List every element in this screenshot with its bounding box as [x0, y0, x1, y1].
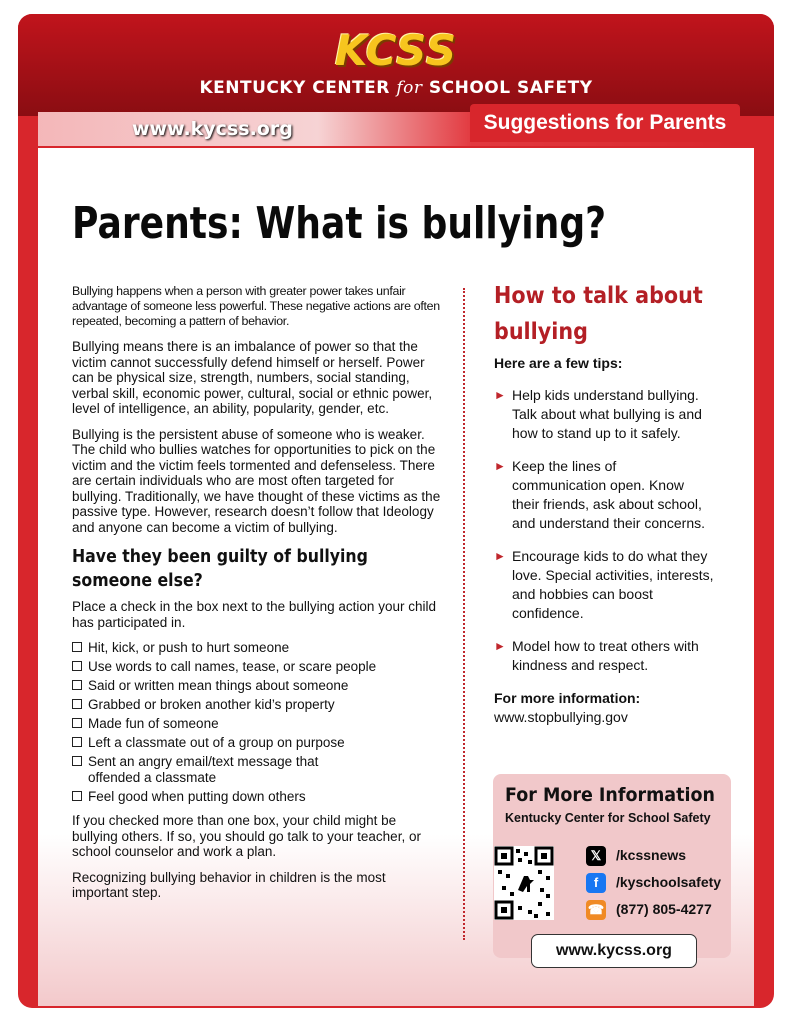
arrow-icon: ►: [494, 459, 506, 473]
column-divider: [463, 288, 465, 940]
checked-more-paragraph: If you checked more than one box, your child might be bullying others. If so, you should go talk to your teacher, or school counselor and work a plan.: [72, 813, 421, 859]
checkbox-icon[interactable]: [72, 791, 82, 801]
arrow-icon: ►: [494, 388, 506, 402]
page-title: Parents: What is bullying?: [72, 198, 607, 249]
checklist-item[interactable]: Hit, kick, or push to hurt someone: [72, 640, 444, 656]
x-icon: 𝕏: [586, 846, 606, 866]
kcss-logo: KCSS: [334, 26, 458, 75]
checkbox-icon[interactable]: [72, 756, 82, 766]
stopbullying-link[interactable]: www.stopbullying.gov: [494, 709, 628, 725]
tip-item: ► Keep the lines of communication open. Know their friends, ask about school, and understand their concerns.: [494, 458, 706, 531]
arrow-icon: ►: [494, 639, 506, 653]
checkbox-icon[interactable]: [72, 680, 82, 690]
tip-item: ► Model how to treat others with kindness and respect.: [494, 638, 699, 673]
checkbox-icon[interactable]: [72, 718, 82, 728]
qr-code[interactable]: [494, 846, 554, 920]
org-for: for: [396, 78, 423, 98]
arrow-icon: ►: [494, 549, 506, 563]
more-info-label: For more information:: [494, 690, 641, 706]
checklist-item[interactable]: Use words to call names, tease, or scare people: [72, 659, 444, 675]
checklist-item[interactable]: Sent an angry email/text message that offended a classmate: [72, 754, 444, 785]
checklist-item[interactable]: Said or written mean things about someone: [72, 678, 444, 694]
header-url[interactable]: www.kycss.org: [132, 118, 293, 140]
suggestions-tab: Suggestions for Parents: [470, 104, 740, 142]
checklist-item[interactable]: Feel good when putting down others: [72, 789, 444, 805]
kycss-url-button[interactable]: www.kycss.org: [531, 934, 697, 968]
persistent-paragraph: Bullying is the persistent abuse of someone who is weaker. The child who bullies watches for opportunities to pick on the victim and the victim feels tormented and defenseless. There are certain individuals who are most often targeted for bullying. Traditionally, we have thought of these victims as the passive type. However, research doesn’t follow that Ideology and anyone can become a victim of bullying.: [72, 426, 441, 535]
how-to-talk-heading: How to talk about bullying: [494, 283, 703, 345]
recognizing-paragraph: Recognizing bullying behavior in children is the most important step.: [72, 869, 386, 900]
phone-link[interactable]: ☎ (877) 805-4277: [586, 898, 712, 920]
facebook-icon: f: [586, 873, 606, 893]
tip-item: ► Encourage kids to do what they love. Special activities, interests, and hobbies can boost confidence.: [494, 548, 714, 621]
guilty-subhead: Have they been guilty of bullying someone else?: [72, 547, 368, 591]
checklist-item[interactable]: Grabbed or broken another kid’s property: [72, 697, 444, 713]
left-column: [72, 284, 444, 911]
right-column: [494, 278, 734, 727]
check-instructions: Place a check in the box next to the bullying action your child has participated in.: [72, 599, 436, 630]
power-paragraph: Bullying means there is an imbalance of power so that the victim cannot successfully defend himself or herself. Power can be physical size, strength, numbers, social standing, verbal skill, economic power, cultural, social or ethnic power, level of intelligence, an ability, popularity, gender, etc.: [72, 339, 433, 416]
info-subtitle: Kentucky Center for School Safety: [505, 811, 711, 825]
checkbox-icon[interactable]: [72, 661, 82, 671]
checklist-item[interactable]: Left a classmate out of a group on purpose: [72, 735, 444, 751]
checkbox-icon[interactable]: [72, 699, 82, 709]
info-title: For More Information: [505, 784, 715, 806]
intro-paragraph: Bullying happens when a person with greater power takes unfair advantage of someone less powerful. These negative actions are often repeated, becoming a pattern of behavior.: [72, 284, 440, 328]
checklist-item[interactable]: Made fun of someone: [72, 716, 444, 732]
facebook-link[interactable]: f /kyschoolsafety: [586, 871, 721, 893]
tips-label: Here are a few tips:: [494, 355, 623, 371]
org-name: KENTUCKY CENTER for SCHOOL SAFETY: [199, 78, 593, 98]
checkbox-icon[interactable]: [72, 737, 82, 747]
x-link[interactable]: 𝕏 /kcssnews: [586, 844, 686, 866]
tip-item: ► Help kids understand bullying. Talk about what bullying is and how to stand up to it safely.: [494, 387, 702, 441]
phone-icon: ☎: [586, 900, 606, 920]
checklist: [72, 640, 444, 804]
checkbox-icon[interactable]: [72, 642, 82, 652]
